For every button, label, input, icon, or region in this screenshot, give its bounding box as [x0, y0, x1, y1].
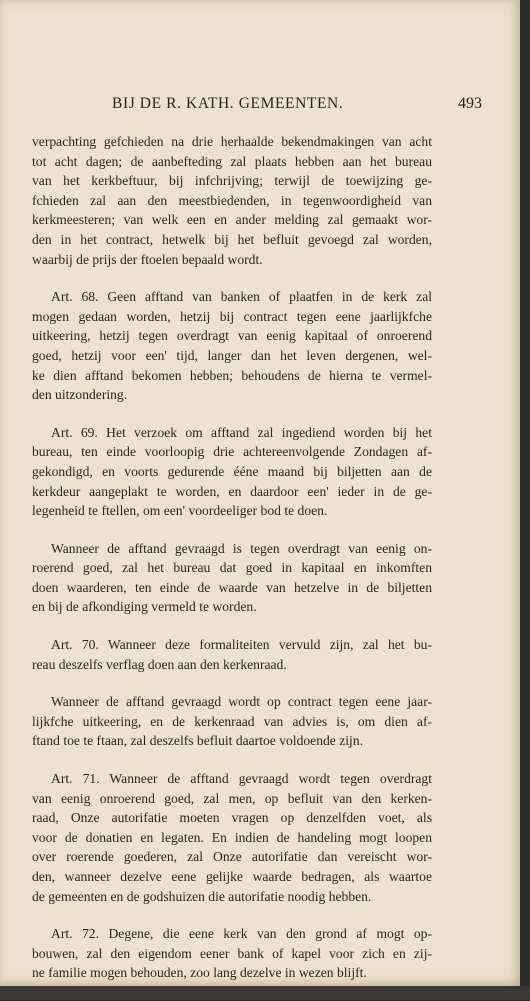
- text-line: Wanneer de afftand gevraagd is tegen overdragt van eenig on-: [51, 540, 432, 556]
- page-edge-shadow: [0, 986, 530, 1000]
- text-line: lijkfche uitkeering, en de kerkenraad van advies is, om dien af-: [32, 713, 432, 729]
- text-line: verpachting gefchieden na drie herhaalde bekendmakingen van acht: [32, 134, 432, 149]
- text-line: den in het contract, hetwelk bij het befluit gevoegd zal worden,: [32, 231, 432, 247]
- paragraph-art-68: [32, 287, 432, 405]
- text-line: uitkeering, hetzij tegen overdragt van eenig kapitaal of onroerend: [32, 328, 432, 344]
- text-line: van eenig onroerend goed, zal men, op befluit van den kerken-: [32, 790, 432, 806]
- text-line: en bij de afkondiging vermeld te worden.: [32, 599, 257, 615]
- text-line: Art. 71. Wanneer de afftand gevraagd wordt tegen overdragt: [51, 771, 432, 787]
- text-line: kerkdeur aangeplakt te worden, en daardoor een' ieder in de ge-: [32, 483, 432, 499]
- text-line: van het kerkbeftuur, bij infchrijving; terwijl de toewijzing ge-: [32, 173, 432, 189]
- text-line: voor de donatien en legaten. En indien de handeling mogt loopen: [32, 829, 432, 845]
- text-line: den, wanneer dezelve eene gelijke waarde bedragen, als waartoe: [32, 869, 432, 884]
- text-line: roerend goed, zal het bureau dat goed in kapitaal en inkomften: [32, 560, 432, 576]
- text-line: doen waarderen, ten einde de waarde van hetzelve in de biljetten: [32, 579, 432, 595]
- text-line: Art. 68. Geen afftand van banken of plaatfen in de kerk zal: [51, 289, 432, 305]
- text-line: Art. 70. Wanneer deze formaliteiten vervuld zijn, zal het bu-: [51, 637, 432, 653]
- text-line: bureau, ten einde voorloopig drie achtereenvolgende Zondagen af-: [32, 444, 432, 460]
- text-line: ke dien afftand bekomen hebben; behoudens de hierna te vermel-: [32, 367, 432, 383]
- paragraph-continuation: [32, 132, 432, 269]
- text-line: Art. 72. Degene, die eene kerk van den grond af mogt op-: [51, 926, 432, 942]
- text-line: tot acht dagen; de aanbefteding zal plaats hebben aan het bureau: [32, 153, 432, 169]
- paragraph-valuation: [32, 539, 432, 617]
- text-line: mogen gedaan worden, hetzij bij contract tegen eene jaarlijkfche: [32, 308, 432, 324]
- paragraph-art-72: [32, 924, 432, 983]
- text-line: den uitzondering.: [32, 387, 128, 403]
- text-line: bouwen, zal den eigendom eener bank of kapel voor zich en zij-: [32, 945, 432, 961]
- text-line: raad, Onze autorifatie moeten vragen op denzelfden voet, als: [32, 810, 432, 826]
- paragraph-art-70: [32, 635, 432, 674]
- text-line: goed, hetzij voor een' tijd, langer dan het leven dergenen, wel-: [32, 347, 432, 363]
- text-line: ftand toe te ftaan, zal deszelfs befluit daartoe voldoende zijn.: [32, 733, 364, 749]
- text-line: over roerende goederen, zal Onze autorifatie dan vereischt wor-: [32, 849, 432, 865]
- text-line: Art. 69. Het verzoek om afftand zal ingediend worden bij het: [51, 424, 432, 440]
- text-line: waarbij de prijs der ftoelen bepaald wordt.: [32, 251, 263, 267]
- paragraph-art-69: [32, 423, 432, 521]
- text-line: de gemeenten en de godshuizen die autorifatie noodig hebben.: [32, 888, 372, 904]
- paragraph-art-71: [32, 769, 432, 906]
- paragraph-annuity: [32, 692, 432, 751]
- body-text: [32, 132, 432, 1001]
- text-line: Wanneer de afftand gevraagd wordt op contract tegen eene jaar-: [51, 694, 432, 710]
- text-line: kerkmeesteren; van welk een en ander melding zal gemaakt wor-: [32, 212, 432, 228]
- text-line: gekondigd, en voorts gedurende ééne maand bij biljetten aan de: [32, 463, 432, 479]
- text-line: fchieden zal aan den meestbiedenden, in tegenwoordigheid van: [32, 192, 432, 208]
- page-number: 493: [458, 95, 482, 112]
- text-line: ne familie mogen behouden, zoo lang dezelve in wezen blijft.: [32, 965, 367, 981]
- text-line: legenheid te ftellen, om een' voordeeliger bod te doen.: [32, 503, 328, 519]
- running-title: BIJ DE R. KATH. GEMEENTEN.: [112, 95, 344, 112]
- text-line: reau deszelfs verflag doen aan den kerkenraad.: [32, 656, 287, 672]
